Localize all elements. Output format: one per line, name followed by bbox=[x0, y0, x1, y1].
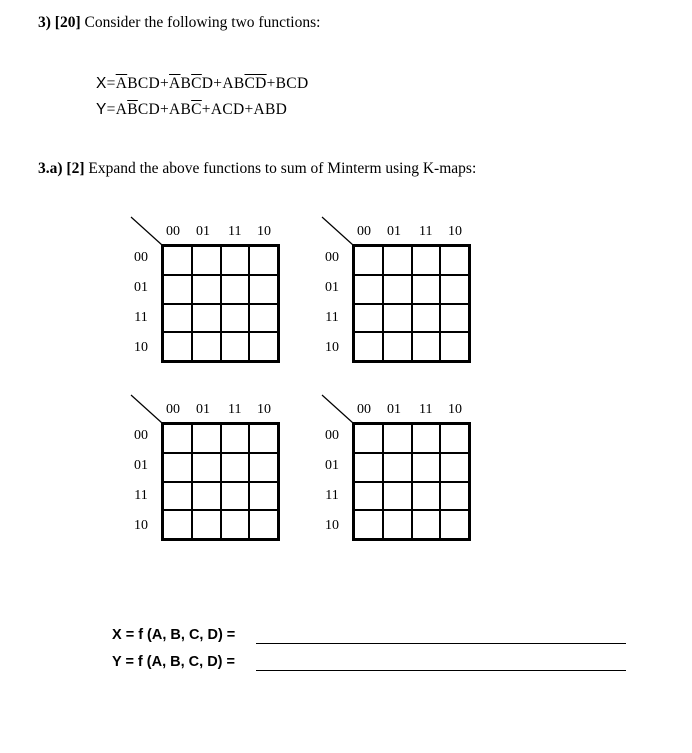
term-y-1 bbox=[116, 101, 160, 118]
kmap-col-label: 11 bbox=[228, 224, 242, 239]
kmap-cell[interactable] bbox=[412, 304, 441, 333]
plus-sign: + bbox=[244, 101, 254, 118]
kmap-cell[interactable] bbox=[221, 246, 250, 275]
kmap-cell[interactable] bbox=[412, 482, 441, 511]
literal: CD bbox=[137, 101, 160, 118]
kmap-diagonal-line bbox=[322, 395, 353, 423]
kmap-col-label: 11 bbox=[419, 224, 433, 239]
function-x-lhs: X bbox=[96, 75, 107, 92]
function-x-expression bbox=[116, 75, 309, 92]
kmap-cell[interactable] bbox=[383, 332, 412, 361]
kmap-cell[interactable] bbox=[354, 246, 383, 275]
kmap-grid bbox=[352, 244, 471, 363]
subquestion-text: Expand the above functions to sum of Minterm using K-maps: bbox=[88, 160, 477, 177]
kmap-row-label: 00 bbox=[134, 428, 148, 443]
literal: A bbox=[115, 101, 128, 118]
kmap-cell[interactable] bbox=[163, 275, 192, 304]
literal: AB bbox=[222, 75, 245, 92]
kmap-diagonal-line bbox=[322, 217, 353, 245]
kmap-row-label: 00 bbox=[325, 428, 339, 443]
literal-complemented: $\overline{CD}$ bbox=[244, 75, 267, 92]
kmap-cell[interactable] bbox=[412, 246, 441, 275]
function-x bbox=[96, 75, 308, 93]
literal-complemented: $\overline{C}$ bbox=[191, 75, 202, 92]
kmap-grid bbox=[161, 422, 280, 541]
answer-y-line[interactable] bbox=[256, 654, 626, 671]
kmap-row-label: 01 bbox=[134, 280, 148, 295]
kmap-cell[interactable] bbox=[249, 510, 278, 539]
subquestion-points: [2] bbox=[66, 160, 85, 177]
kmap-4 bbox=[320, 393, 460, 543]
kmap-row-label: 00 bbox=[134, 250, 148, 265]
kmap-cell[interactable] bbox=[249, 275, 278, 304]
kmap-row-label: 01 bbox=[325, 280, 339, 295]
literal: BCD bbox=[275, 75, 309, 92]
kmap-cell[interactable] bbox=[221, 332, 250, 361]
kmap-row-label: 10 bbox=[325, 518, 339, 533]
kmap-col-label: 00 bbox=[357, 224, 371, 239]
kmap-cell[interactable] bbox=[163, 424, 192, 453]
kmap-cell[interactable] bbox=[354, 424, 383, 453]
answer-y-label: Y = f (A, B, C, D) = bbox=[112, 654, 236, 670]
literal-complemented: $\overline{A}$ bbox=[169, 75, 181, 92]
kmap-cell[interactable] bbox=[163, 453, 192, 482]
kmap-cell[interactable] bbox=[221, 304, 250, 333]
kmap-row-label: 10 bbox=[134, 340, 148, 355]
question-text: Consider the following two functions: bbox=[84, 14, 321, 31]
literal-complemented: $\overline{C}$ bbox=[191, 101, 202, 118]
plus-sign: + bbox=[159, 75, 170, 92]
kmap-cell[interactable] bbox=[163, 332, 192, 361]
kmap-col-label: 00 bbox=[166, 402, 180, 417]
term-y-3 bbox=[211, 101, 245, 118]
kmap-cell[interactable] bbox=[249, 304, 278, 333]
literal-complemented: $\overline{A}$ bbox=[115, 75, 128, 92]
literal: BCD bbox=[127, 75, 160, 92]
kmap-col-label: 10 bbox=[448, 402, 462, 417]
kmap-cell[interactable] bbox=[383, 275, 412, 304]
function-y-lhs: Y bbox=[96, 101, 107, 118]
kmap-row-label: 00 bbox=[325, 250, 339, 265]
kmap-cell[interactable] bbox=[192, 424, 221, 453]
literal-complemented: $\overline{B}$ bbox=[127, 101, 138, 118]
kmap-diagonal-line bbox=[131, 395, 162, 423]
literal: D bbox=[201, 75, 214, 92]
term-x-2 bbox=[169, 75, 213, 92]
kmap-cell[interactable] bbox=[249, 246, 278, 275]
literal: B bbox=[180, 75, 192, 92]
plus-sign: + bbox=[201, 101, 211, 118]
kmap-cell[interactable] bbox=[221, 275, 250, 304]
kmap-col-label: 11 bbox=[419, 402, 433, 417]
kmap-cell[interactable] bbox=[354, 510, 383, 539]
equals-sign: = bbox=[106, 75, 116, 92]
kmap-col-label: 01 bbox=[387, 224, 401, 239]
kmap-cell[interactable] bbox=[221, 482, 250, 511]
kmap-cell[interactable] bbox=[412, 332, 441, 361]
kmap-row-label: 11 bbox=[325, 488, 339, 503]
kmap-cell[interactable] bbox=[412, 453, 441, 482]
subquestion-number: 3.a) bbox=[38, 160, 63, 177]
kmap-col-label: 10 bbox=[257, 224, 271, 239]
kmap-cell[interactable] bbox=[249, 332, 278, 361]
kmap-cell[interactable] bbox=[412, 510, 441, 539]
kmap-cell[interactable] bbox=[354, 332, 383, 361]
kmap-row-label: 10 bbox=[134, 518, 148, 533]
kmap-cell[interactable] bbox=[192, 246, 221, 275]
kmap-col-label: 11 bbox=[228, 402, 242, 417]
answer-x-line[interactable] bbox=[256, 627, 626, 644]
kmap-row-label: 11 bbox=[325, 310, 339, 325]
term-x-3 bbox=[222, 75, 266, 92]
kmap-cell[interactable] bbox=[412, 275, 441, 304]
kmap-cell[interactable] bbox=[192, 453, 221, 482]
kmap-cell[interactable] bbox=[221, 510, 250, 539]
kmap-cell[interactable] bbox=[440, 304, 469, 333]
plus-sign: + bbox=[159, 101, 170, 118]
kmap-row-label: 10 bbox=[325, 340, 339, 355]
kmap-cell[interactable] bbox=[163, 304, 192, 333]
kmap-cell[interactable] bbox=[383, 482, 412, 511]
function-y-expression bbox=[116, 101, 287, 118]
kmap-row-label: 01 bbox=[325, 458, 339, 473]
plus-sign: + bbox=[213, 75, 223, 92]
kmap-grid bbox=[352, 422, 471, 541]
kmap-cell[interactable] bbox=[440, 453, 469, 482]
kmap-col-label: 01 bbox=[196, 402, 210, 417]
kmap-cell[interactable] bbox=[192, 332, 221, 361]
kmap-cell[interactable] bbox=[163, 246, 192, 275]
kmap-cell[interactable] bbox=[440, 482, 469, 511]
kmap-cell[interactable] bbox=[192, 482, 221, 511]
kmap-cell[interactable] bbox=[354, 453, 383, 482]
kmap-col-label: 10 bbox=[257, 402, 271, 417]
plus-sign: + bbox=[266, 75, 276, 92]
subquestion-header bbox=[38, 160, 476, 178]
kmap-cell[interactable] bbox=[383, 424, 412, 453]
kmap-cell[interactable] bbox=[249, 424, 278, 453]
literal: ACD bbox=[210, 101, 245, 118]
kmap-cell[interactable] bbox=[383, 510, 412, 539]
kmap-cell[interactable] bbox=[440, 424, 469, 453]
kmap-col-label: 01 bbox=[387, 402, 401, 417]
kmap-row-label: 01 bbox=[134, 458, 148, 473]
kmap-col-label: 10 bbox=[448, 224, 462, 239]
term-y-2 bbox=[169, 101, 202, 118]
question-points: [20] bbox=[54, 14, 81, 31]
kmap-cell[interactable] bbox=[354, 482, 383, 511]
function-y bbox=[96, 101, 287, 119]
question-number: 3) bbox=[38, 14, 51, 31]
term-x-1 bbox=[116, 75, 160, 92]
kmap-cell[interactable] bbox=[440, 275, 469, 304]
kmap-cell[interactable] bbox=[192, 510, 221, 539]
kmap-cell[interactable] bbox=[440, 246, 469, 275]
term-x-4 bbox=[276, 75, 309, 92]
kmap-col-label: 01 bbox=[196, 224, 210, 239]
kmap-col-label: 00 bbox=[166, 224, 180, 239]
kmap-cell[interactable] bbox=[221, 424, 250, 453]
kmap-3 bbox=[129, 393, 269, 543]
kmap-col-label: 00 bbox=[357, 402, 371, 417]
kmap-cell[interactable] bbox=[192, 304, 221, 333]
kmap-grid bbox=[161, 244, 280, 363]
literal: ABD bbox=[253, 101, 288, 118]
kmap-cell[interactable] bbox=[440, 332, 469, 361]
kmap-1 bbox=[129, 215, 269, 365]
kmap-row-label: 11 bbox=[134, 310, 148, 325]
kmap-cell[interactable] bbox=[383, 246, 412, 275]
kmap-cell[interactable] bbox=[249, 453, 278, 482]
kmap-cell[interactable] bbox=[192, 275, 221, 304]
kmap-2 bbox=[320, 215, 460, 365]
kmap-cell[interactable] bbox=[412, 424, 441, 453]
kmap-cell[interactable] bbox=[383, 453, 412, 482]
kmap-cell[interactable] bbox=[249, 482, 278, 511]
kmap-cell[interactable] bbox=[383, 304, 412, 333]
answer-x-label: X = f (A, B, C, D) = bbox=[112, 627, 236, 643]
kmap-cell[interactable] bbox=[354, 275, 383, 304]
kmap-row-label: 11 bbox=[134, 488, 148, 503]
kmap-cell[interactable] bbox=[440, 510, 469, 539]
kmap-diagonal-line bbox=[131, 217, 162, 245]
kmap-cell[interactable] bbox=[354, 304, 383, 333]
term-y-4 bbox=[254, 101, 288, 118]
kmap-cell[interactable] bbox=[163, 510, 192, 539]
kmap-cell[interactable] bbox=[221, 453, 250, 482]
equals-sign: = bbox=[106, 101, 116, 118]
question-header bbox=[38, 14, 320, 32]
literal: AB bbox=[169, 101, 192, 118]
kmap-cell[interactable] bbox=[163, 482, 192, 511]
